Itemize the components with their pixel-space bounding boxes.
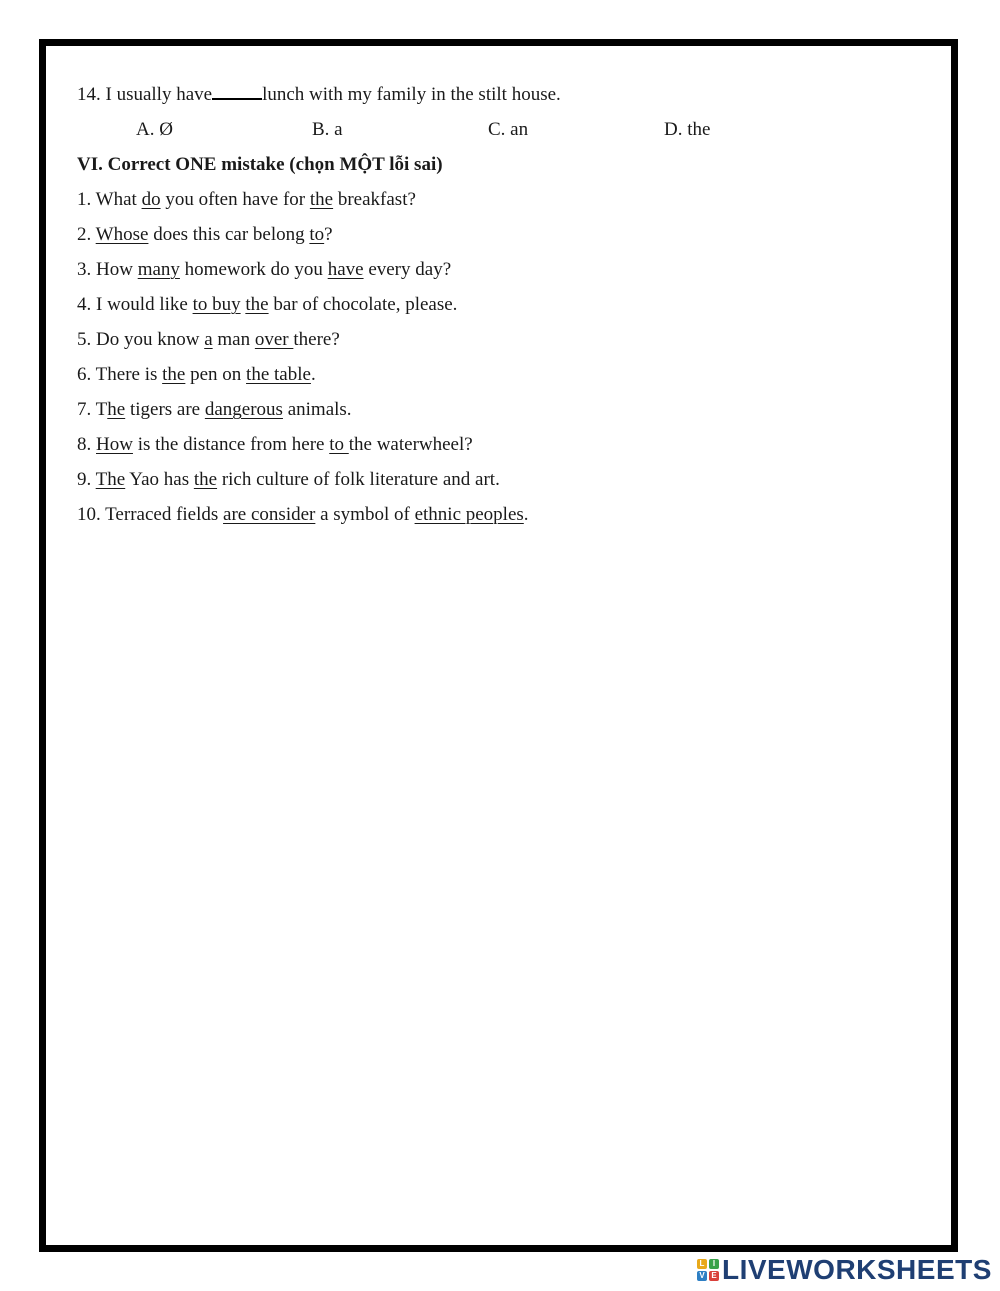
sentence-text: tigers are [125,399,205,420]
logo-square: V [697,1271,707,1281]
sentence-text: ? [324,224,333,245]
sentence-text: 6. There is [77,364,163,385]
liveworksheets-logo [697,1256,992,1284]
sentence-text: pen on [185,364,247,385]
question-14-text-before: 14. I usually have [77,84,213,105]
underlined-option[interactable]: he [107,399,126,420]
sentence-text: rich culture of folk literature and art. [217,469,500,490]
underlined-option[interactable]: the [245,294,269,315]
sentence-text: 2. [77,224,96,245]
mistake-item [77,392,931,427]
section-title: VI. Correct ONE mistake (chọn MỘT lỗi sai) [77,154,443,175]
underlined-option[interactable]: are consider [223,504,316,525]
sentence-text: the waterwheel? [348,434,473,455]
sentence-text: Yao has [125,469,194,490]
sentence-text: you often have for [160,189,310,210]
sentence-text: 10. Terraced fields [77,504,224,525]
underlined-option[interactable]: How [96,434,133,455]
sentence-text: is the distance from here [132,434,330,455]
sentence-text: a symbol of [315,504,415,525]
underlined-option[interactable]: Whose [95,224,149,245]
mistake-items-list [77,182,931,532]
underlined-option[interactable]: The [95,469,126,490]
underlined-option[interactable]: a [204,329,213,350]
mistake-item [77,357,931,392]
mistake-item [77,497,931,532]
underlined-option[interactable]: the [162,364,186,385]
mistake-item [77,462,931,497]
logo-mark-icon [697,1259,719,1281]
sentence-text: bar of chocolate, please. [268,294,458,315]
sentence-text: 8. [77,434,96,455]
worksheet-content [77,77,931,532]
sentence-text: man [212,329,255,350]
mistake-item [77,217,931,252]
sentence-text: homework do you [179,259,328,280]
sentence-text: 4. I would like [77,294,193,315]
sentence-text: . [310,364,316,385]
sentence-text: 3. How [77,259,138,280]
question-14-text-after: lunch with my family in the stilt house. [262,84,561,105]
underlined-option[interactable]: the [193,469,218,490]
mistake-item [77,252,931,287]
logo-square: I [709,1259,719,1269]
sentence-text: breakfast? [333,189,416,210]
sentence-text: does this car belong [148,224,310,245]
sentence-text: . [523,504,529,525]
underlined-option[interactable]: to [329,434,349,455]
sentence-text: 5. Do you know [77,329,205,350]
worksheet-frame [39,39,958,1252]
mistake-item [77,322,931,357]
underlined-option[interactable]: ethnic peoples [414,504,524,525]
logo-square: L [697,1259,707,1269]
question-14-options [77,112,931,147]
underlined-option[interactable]: to buy [192,294,241,315]
underlined-option[interactable]: many [137,259,180,280]
sentence-text: 9. [77,469,96,490]
option-d[interactable]: D. the [664,119,711,140]
option-b[interactable]: B. a [312,119,343,140]
underlined-option[interactable]: the [309,189,334,210]
mistake-item [77,287,931,322]
underlined-option[interactable]: to [309,224,325,245]
underlined-option[interactable]: do [141,189,161,210]
sentence-text: 1. What [77,189,142,210]
question-14 [77,77,931,112]
underlined-option[interactable]: dangerous [204,399,283,420]
option-a[interactable]: A. Ø [136,119,173,140]
mistake-item [77,182,931,217]
sentence-text: 7. T [77,399,108,420]
question-14-blank[interactable] [212,84,262,100]
option-c[interactable]: C. an [488,119,529,140]
underlined-option[interactable]: over [254,329,294,350]
sentence-text: animals. [282,399,352,420]
logo-text: LIVEWORKSHEETS [722,1254,992,1285]
underlined-option[interactable]: have [327,259,364,280]
logo-square: E [709,1271,719,1281]
sentence-text: every day? [363,259,452,280]
underlined-option[interactable]: the table [246,364,311,385]
sentence-text: there? [293,329,340,350]
mistake-item [77,427,931,462]
